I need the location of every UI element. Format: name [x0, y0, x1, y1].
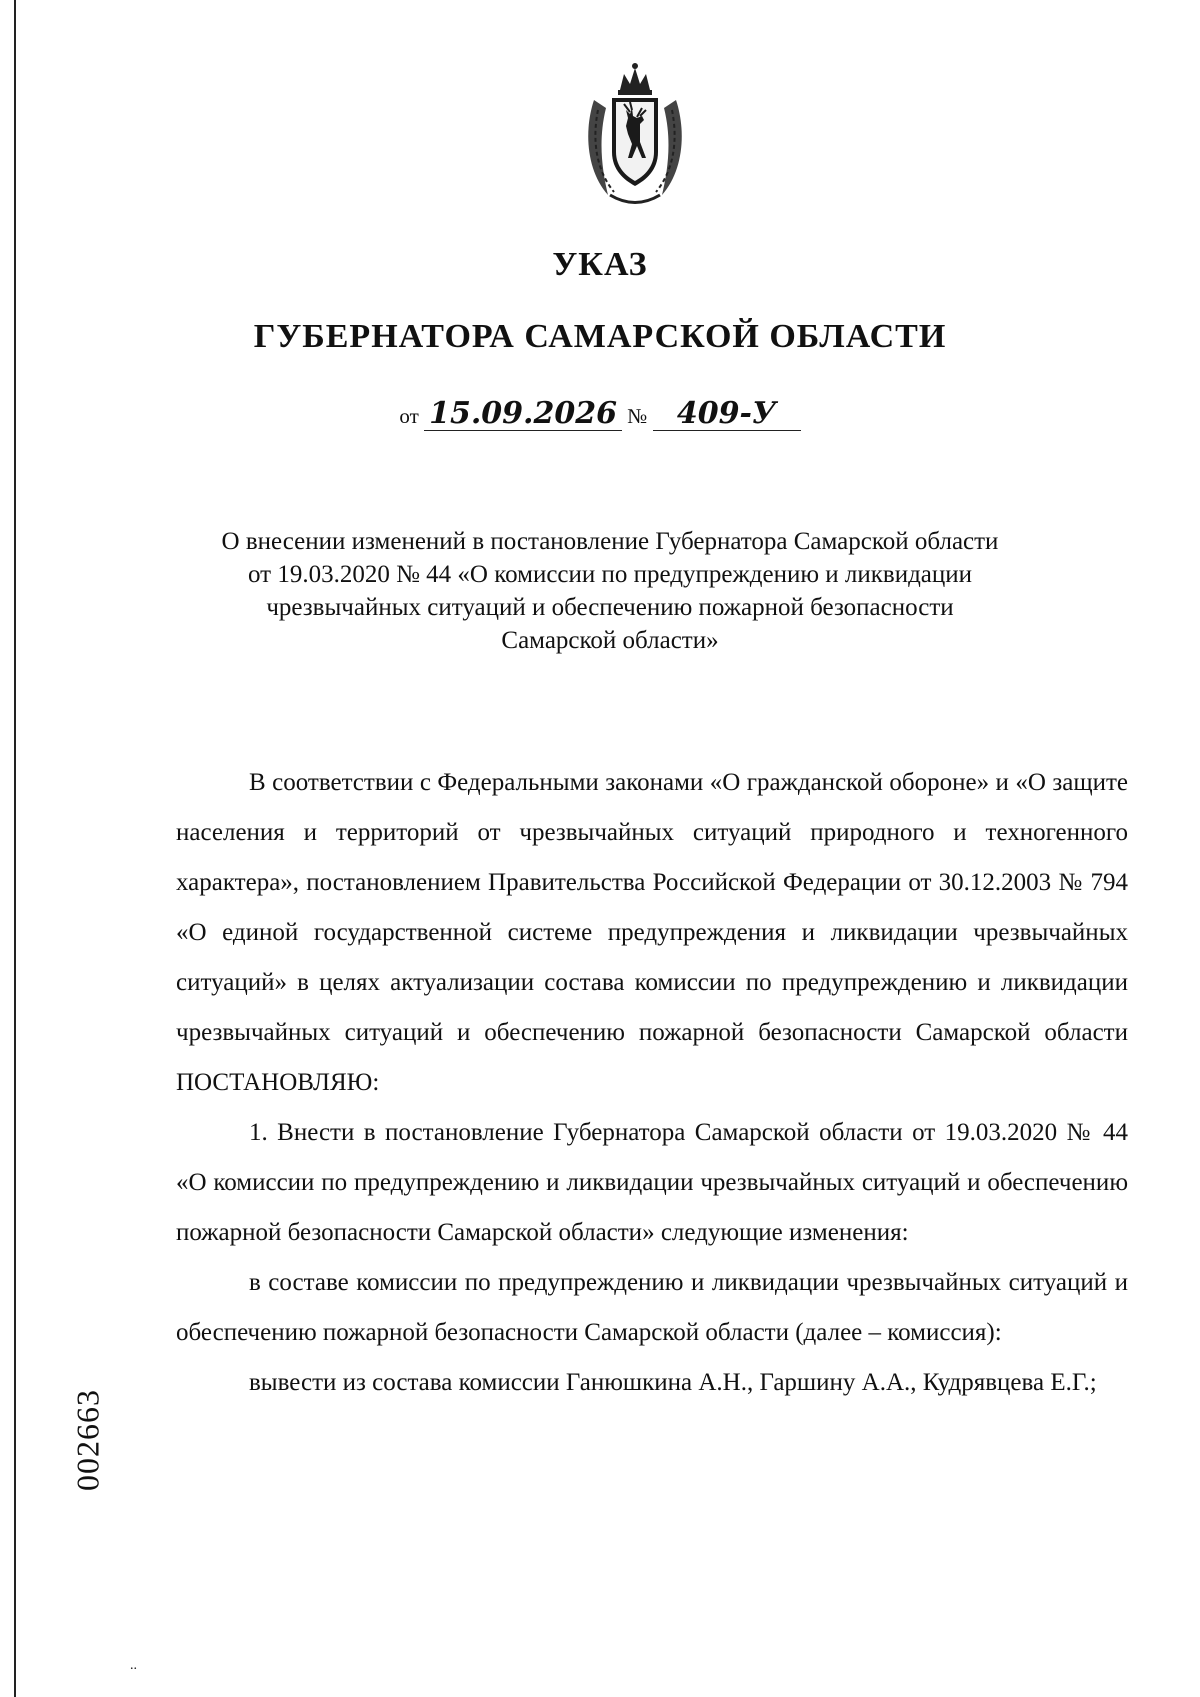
subject-line: чрезвычайных ситуаций и обеспечению пожарной безопасности: [266, 594, 954, 621]
date-number-line: [0, 398, 1200, 431]
number-prefix: №: [627, 404, 648, 428]
body-paragraph: В соответствии с Федеральными законами «О гражданской обороне» и «О защите населения и территорий от чрезвычайных ситуаций природного и техногенного характера», постановлением Правительства Российской Федерации от 30.12.2003 № 794 «О единой государственной системе предупреждения и ликвидации чрезвычайных ситуаций» в целях актуализации состава комиссии по предупреждению и ликвидации чрезвычайных ситуаций и обеспечению пожарной безопасности Самарской области ПОСТАНОВЛЯЮ:: [176, 769, 1128, 1096]
body-paragraph: 1. Внести в постановление Губернатора Самарской области от 19.03.2020 № 44 «О комиссии по предупреждению и ликвидации чрезвычайных ситуаций и обеспечению пожарной безопасности Самарской области» следующие изменения:: [176, 1119, 1128, 1246]
subject-line: О внесении изменений в постановление Губернатора Самарской области: [221, 528, 999, 555]
coat-of-arms-emblem: [580, 60, 690, 210]
date-prefix: от: [399, 404, 419, 428]
handwritten-number: 409-У: [653, 398, 801, 431]
handwritten-date: 15.09.2026: [424, 398, 622, 431]
serial-number-vertical: 002663: [69, 1389, 106, 1491]
issuer-title: ГУБЕРНАТОРА САМАРСКОЙ ОБЛАСТИ: [253, 318, 947, 355]
body-paragraph: в составе комиссии по предупреждению и ликвидации чрезвычайных ситуаций и обеспечению пожарной безопасности Самарской области (далее – комиссия):: [176, 1269, 1128, 1346]
corner-mark: ..: [130, 1658, 137, 1673]
document-subject: [160, 525, 1060, 657]
body-paragraph: вывести из состава комиссии Ганюшкина А.Н., Гаршину А.А., Кудрявцева Е.Г.;: [249, 1369, 1097, 1396]
document-body: [176, 758, 1128, 1408]
document-type-title: УКАЗ: [552, 246, 648, 283]
subject-line: Самарской области»: [501, 627, 719, 654]
subject-line: от 19.03.2020 № 44 «О комиссии по предупреждению и ликвидации: [247, 561, 973, 588]
